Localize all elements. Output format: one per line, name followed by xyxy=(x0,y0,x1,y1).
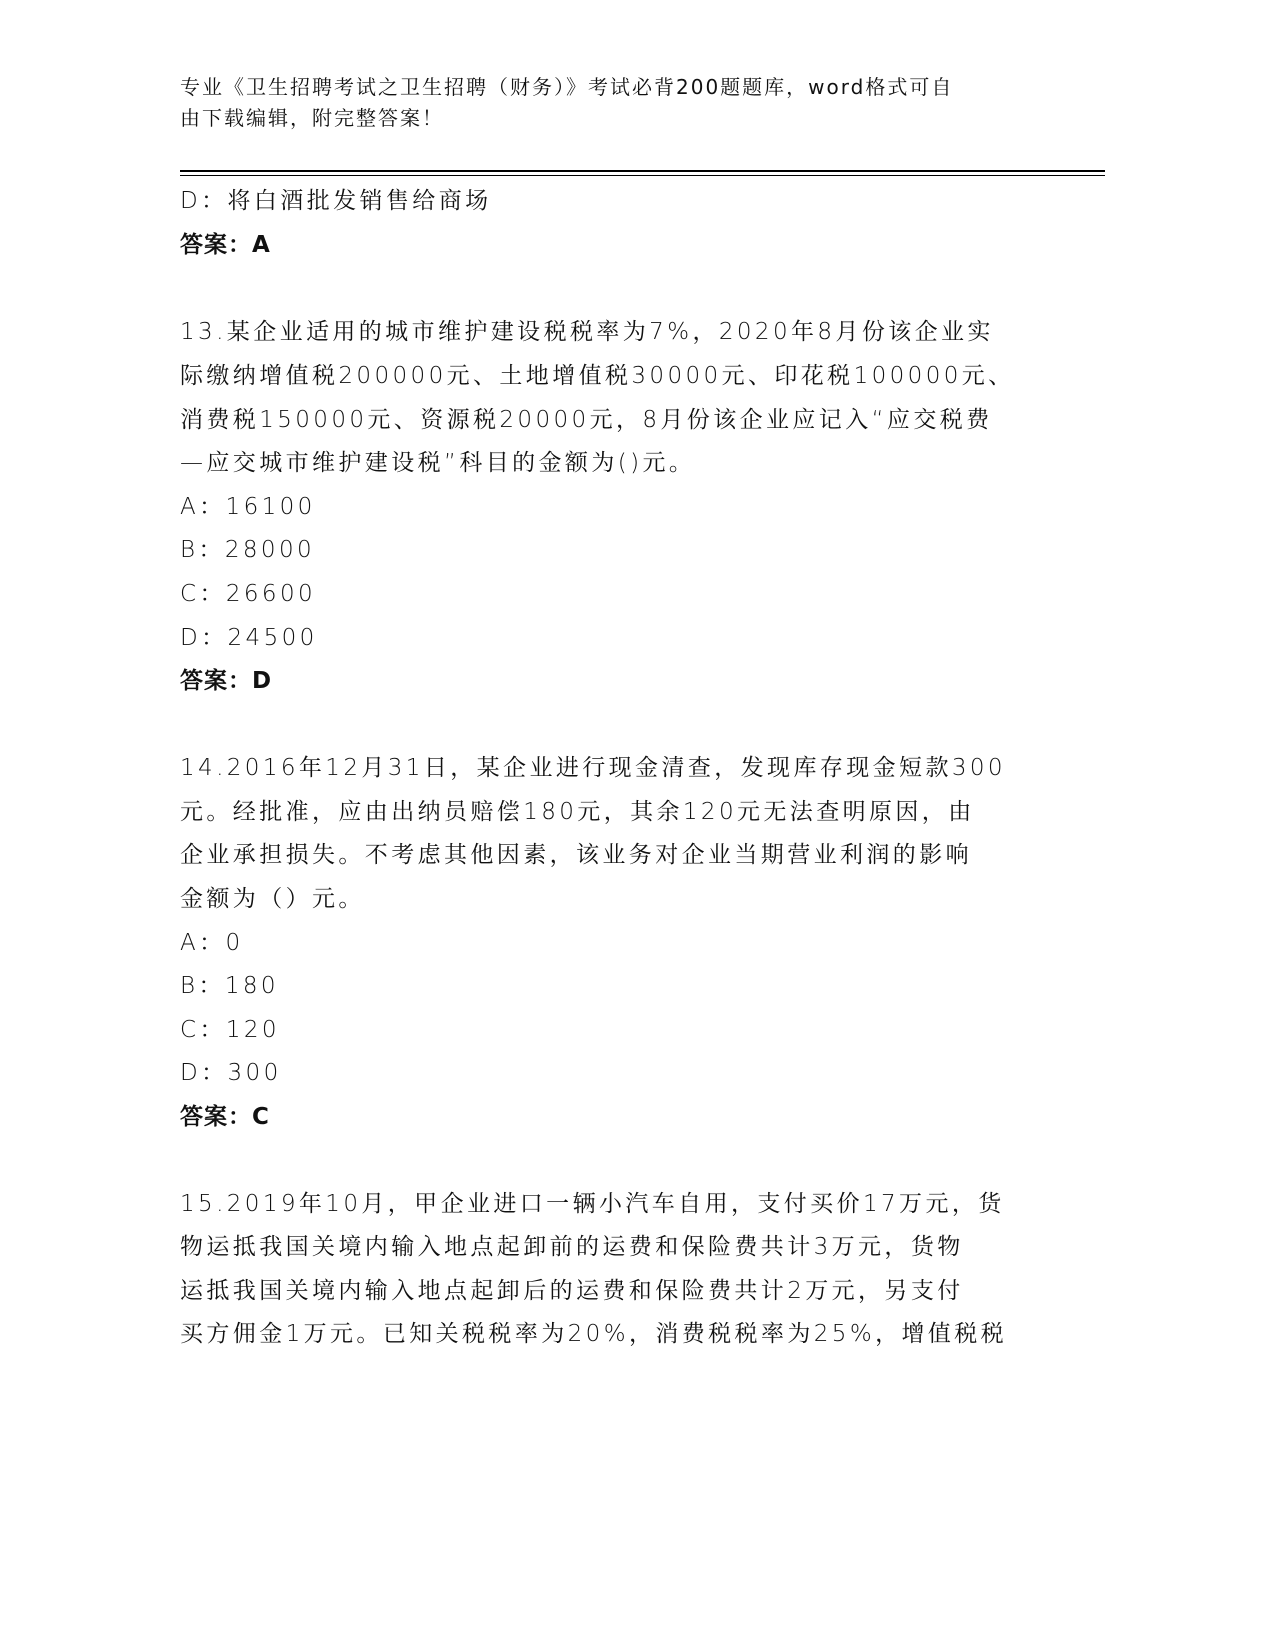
question-15-line: 买方佣金1万元。已知关税税率为20%，消费税税率为25%，增值税税 xyxy=(180,1321,1008,1347)
option-d: D：24500 xyxy=(180,625,318,651)
question-15-line: 15.2019年10月，甲企业进口一辆小汽车自用，支付买价17万元，货 xyxy=(180,1191,1005,1217)
question-14-line: 金额为（）元。 xyxy=(180,886,365,912)
question-14-line: 企业承担损失。不考虑其他因素，该业务对企业当期营业利润的影响 xyxy=(180,842,972,868)
option-d: D：300 xyxy=(180,1060,282,1086)
question-13-line: 消费税150000元、资源税20000元，8月份该企业应记入“应交税费 xyxy=(180,407,993,433)
question-15-line: 物运抵我国关境内输入地点起卸前的运费和保险费共计3万元，货物 xyxy=(180,1234,964,1260)
option-d: D：将白酒批发销售给商场 xyxy=(180,188,492,214)
option-b: B：180 xyxy=(180,973,279,999)
option-b: B：28000 xyxy=(180,537,316,563)
question-15-line: 运抵我国关境内输入地点起卸后的运费和保险费共计2万元，另支付 xyxy=(180,1278,964,1304)
question-14-line: 元。经批准，应由出纳员赔偿180元，其余120元无法查明原因，由 xyxy=(180,799,975,825)
option-a: A：16100 xyxy=(180,494,316,520)
answer: 答案：D xyxy=(180,668,273,694)
question-14-line: 14.2016年12月31日，某企业进行现金清查，发现库存现金短款300 xyxy=(180,755,1006,781)
answer: 答案：C xyxy=(180,1104,270,1130)
question-13-line: 13.某企业适用的城市维护建设税税率为7%，2020年8月份该企业实 xyxy=(180,319,994,345)
question-13-line: 际缴纳增值税200000元、土地增值税30000元、印花税100000元、 xyxy=(180,363,1015,389)
document-header-line-2: 由下载编辑，附完整答案！ xyxy=(180,106,444,130)
document-header-line-1: 专业《卫生招聘考试之卫生招聘（财务）》考试必背200题题库，word格式可自 xyxy=(180,75,954,99)
header-divider-thin xyxy=(180,175,1105,176)
answer: 答案：A xyxy=(180,232,271,258)
question-13-line: —应交城市维护建设税”科目的金额为()元。 xyxy=(180,450,696,476)
option-a: A：0 xyxy=(180,930,244,956)
header-divider xyxy=(180,170,1105,172)
option-c: C：26600 xyxy=(180,581,317,607)
option-c: C：120 xyxy=(180,1017,280,1043)
